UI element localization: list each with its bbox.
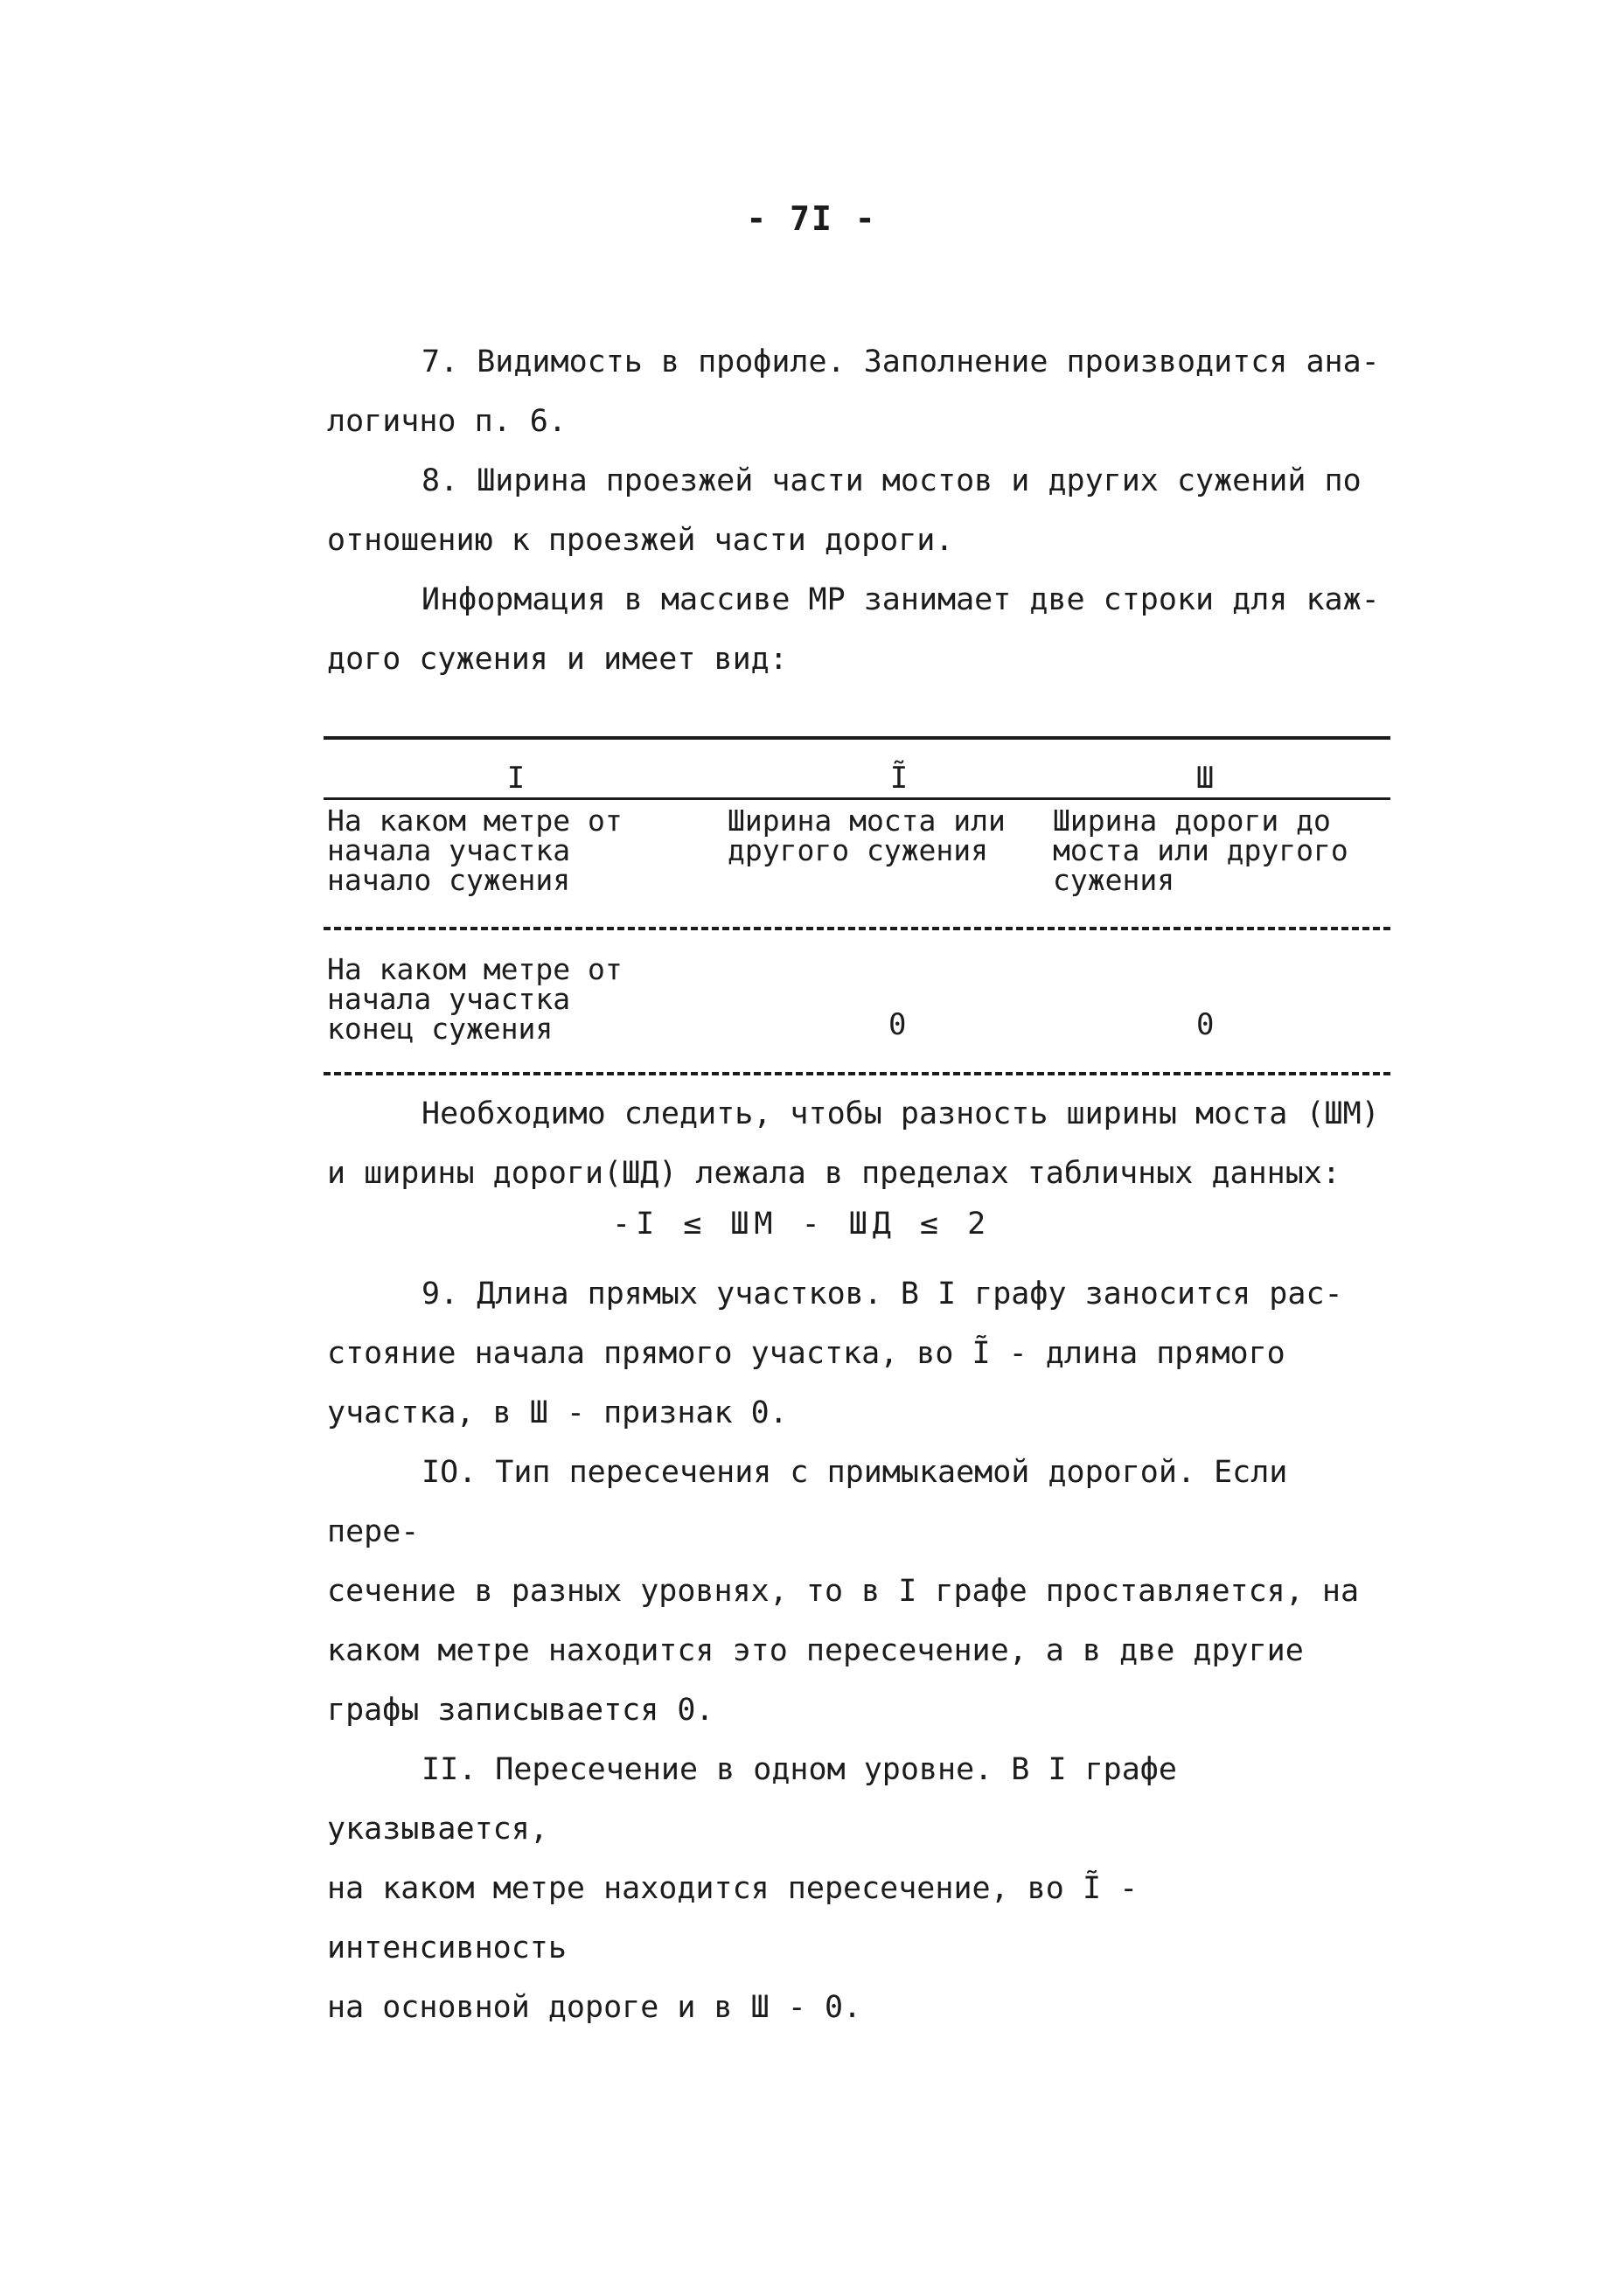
paragraph-line: II. Пересечение в одном уровне. В I графе указывается, [327, 1752, 1177, 1847]
page-number: - 7I - [746, 199, 877, 238]
paragraph-line: IO. Тип пересечения с примыкаемой дорогой. Если пере- [327, 1455, 1288, 1549]
table-cell-r2c1: На каком метре от начала участка конец сужения [327, 952, 623, 1046]
paragraph-line: сечение в разных уровнях, то в I графе проставляется, на [327, 1574, 1360, 1609]
paragraph-line: каком метре находится это пересечение, а в две другие [327, 1633, 1304, 1668]
paragraph-line: 9. Длина прямых участков. В I графу заносится рас- [421, 1277, 1343, 1312]
column-header-1: I [506, 761, 526, 796]
table-cell-r1c1: На каком метре от начала участка начало сужения [327, 804, 623, 897]
paragraph-line: 7. Видимость в профиле. Заполнение производится ана- [421, 344, 1380, 379]
paragraph-line: участка, в Ш - признак 0. [327, 1395, 788, 1430]
column-header-2: Ĩ [889, 761, 909, 796]
table-cell-r1c2: Ширина моста или другого сужения [728, 804, 1006, 867]
paragraph-line: на каком метре находится пересечение, во Ĩ - интенсивность [327, 1871, 1139, 1966]
table-top-rule [324, 736, 1390, 740]
table-cell-r2c3: 0 [1196, 1007, 1215, 1042]
paragraph-line: отношению к проезжей части дороги. [327, 523, 954, 558]
text-block-bottom [327, 1264, 1394, 2037]
paragraph-line: Информация в массиве МР занимает две строки для каж- [421, 582, 1380, 617]
paragraph-line: Необходимо следить, чтобы разность ширины моста (ШМ) [421, 1096, 1380, 1131]
paragraph-line: графы записывается 0. [327, 1693, 714, 1728]
table-header-rule [324, 797, 1390, 800]
table-cell-r1c3: Ширина дороги до моста или другого сужения [1053, 804, 1348, 897]
column-header-3: Ш [1195, 761, 1215, 796]
table-row-divider [324, 927, 1390, 930]
text-block-top [327, 332, 1394, 689]
paragraph-line: 8. Ширина проезжей части мостов и других сужений по [421, 463, 1362, 498]
paragraph-line: и ширины дороги(ШД) лежала в пределах табличных данных: [327, 1156, 1341, 1191]
paragraph-line: логично п. 6. [327, 404, 567, 439]
table-bottom-rule [324, 1072, 1390, 1075]
table-cell-r2c2: 0 [888, 1007, 907, 1042]
paragraph-line: дого сужения и имеет вид: [327, 642, 788, 677]
paragraph-line: на основной дороге и в Ш - 0. [327, 1990, 862, 2025]
paragraph-line: стояние начала прямого участка, во Ĩ - длина прямого [327, 1336, 1285, 1371]
text-block-mid [327, 1084, 1394, 1203]
formula: -I ≤ ШМ - ШД ≤ 2 [612, 1207, 992, 1242]
